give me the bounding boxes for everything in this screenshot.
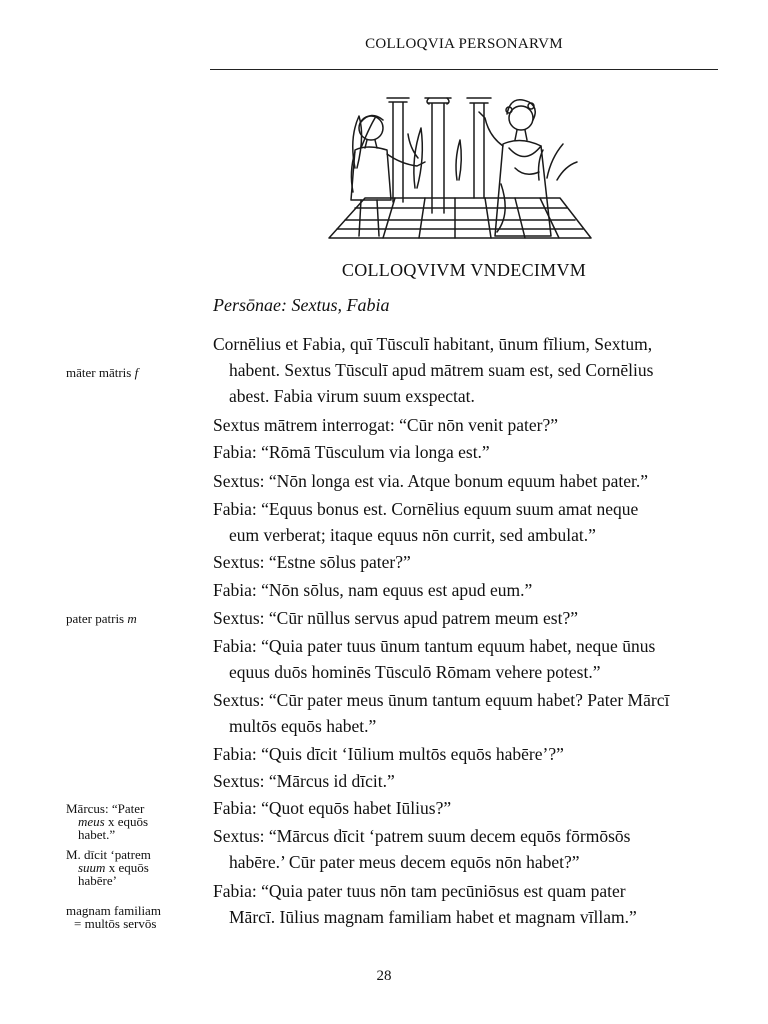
running-head: COLLOQVIA PERSONARVM: [365, 36, 563, 52]
text-line: Fabia: “Nōn sōlus, nam equus est apud eum.”: [213, 580, 533, 600]
gloss-text: x equōs: [105, 860, 149, 875]
gloss-italic: meus: [78, 814, 105, 829]
gloss-line: magnam familiam: [66, 903, 161, 918]
gloss-m-dicit: [66, 848, 151, 887]
gloss-gender: m: [127, 611, 137, 626]
text-line: Fabia: “Equus bonus est. Cornēlius equum suum amat neque: [213, 499, 639, 519]
gloss-text: x equōs: [104, 814, 149, 829]
gloss-pater: [66, 612, 137, 625]
text-line: Fabia: “Quia pater tuus ūnum tantum equum habet, neque ūnus: [213, 636, 656, 656]
page-number: 28: [376, 968, 392, 984]
text-line: Fabia: “Quia pater tuus nōn tam pecūniōsus est quam pater: [213, 881, 626, 901]
gloss-mater: [66, 366, 138, 379]
plants: [353, 116, 577, 188]
gloss-line: = multōs servōs: [74, 916, 157, 931]
text-line: Mārcī. Iūlius magnam familiam habet et magnam vīllam.”: [229, 907, 637, 927]
text-line: Fabia: “Rōmā Tūsculum via longa est.”: [213, 442, 490, 462]
gloss-line: Mārcus: “Pater: [66, 801, 145, 816]
text-line: Sextus mātrem interrogat: “Cūr nōn venit pater?”: [213, 415, 559, 435]
text-line: Fabia: “Quot equōs habet Iūlius?”: [213, 798, 452, 818]
text-line: Sextus: “Estne sōlus pater?”: [213, 552, 411, 572]
text-line: Sextus: “Mārcus id dīcit.”: [213, 771, 395, 791]
gloss-line: habēre’: [78, 873, 117, 888]
text-line: Sextus: “Mārcus dīcit ‘patrem suum decem equōs fōrmōsōs: [213, 826, 631, 846]
text-line: Sextus: “Cūr nūllus servus apud patrem meum est?”: [213, 608, 578, 628]
text-line: equus duōs hominēs Tūsculō Rōmam vehere potest.”: [229, 662, 601, 682]
lesson-title: COLLOQVIVM VNDECIMVM: [341, 260, 587, 280]
gloss-line: M. dīcit ‘patrem: [66, 847, 151, 862]
text-line: multōs equōs habet.”: [229, 716, 377, 736]
text-line: Sextus: “Nōn longa est via. Atque bonum equum habet pater.”: [213, 471, 648, 491]
gloss-line: habet.”: [78, 827, 116, 842]
gloss-italic: suum: [78, 860, 106, 875]
fabia-figure: [479, 100, 551, 236]
text-line: Sextus: “Cūr pater meus ūnum tantum equum habet? Pater Mārcī: [213, 690, 670, 710]
text-line: abest. Fabia virum suum exspectat.: [229, 386, 475, 406]
text-line: Fabia: “Quis dīcit ‘Iūlium multōs equōs habēre’?”: [213, 744, 564, 764]
personae: Persōnae: Sextus, Fabia: [213, 295, 390, 315]
text-line: habēre.’ Cūr pater meus decem equōs nōn habet?”: [229, 852, 580, 872]
column-middle: [425, 98, 451, 213]
text-line: Cornēlius et Fabia, quī Tūsculī habitant, ūnum fīlium, Sextum,: [213, 334, 653, 354]
gloss-gender: f: [134, 365, 139, 380]
gloss-text: māter mātris: [66, 365, 135, 380]
header-rule: [210, 69, 718, 70]
gloss-marcus: [66, 802, 148, 841]
illustration-sextus-fabia: [325, 88, 595, 246]
gloss-magnam-familiam: [66, 904, 161, 930]
floor-grid: [329, 198, 591, 238]
text-line: eum verberat; itaque equus nōn currit, sed ambulat.”: [229, 525, 596, 545]
gloss-text: pater patris: [66, 611, 128, 626]
text-line: habent. Sextus Tūsculī apud mātrem suam est, sed Cornēlius: [229, 360, 654, 380]
